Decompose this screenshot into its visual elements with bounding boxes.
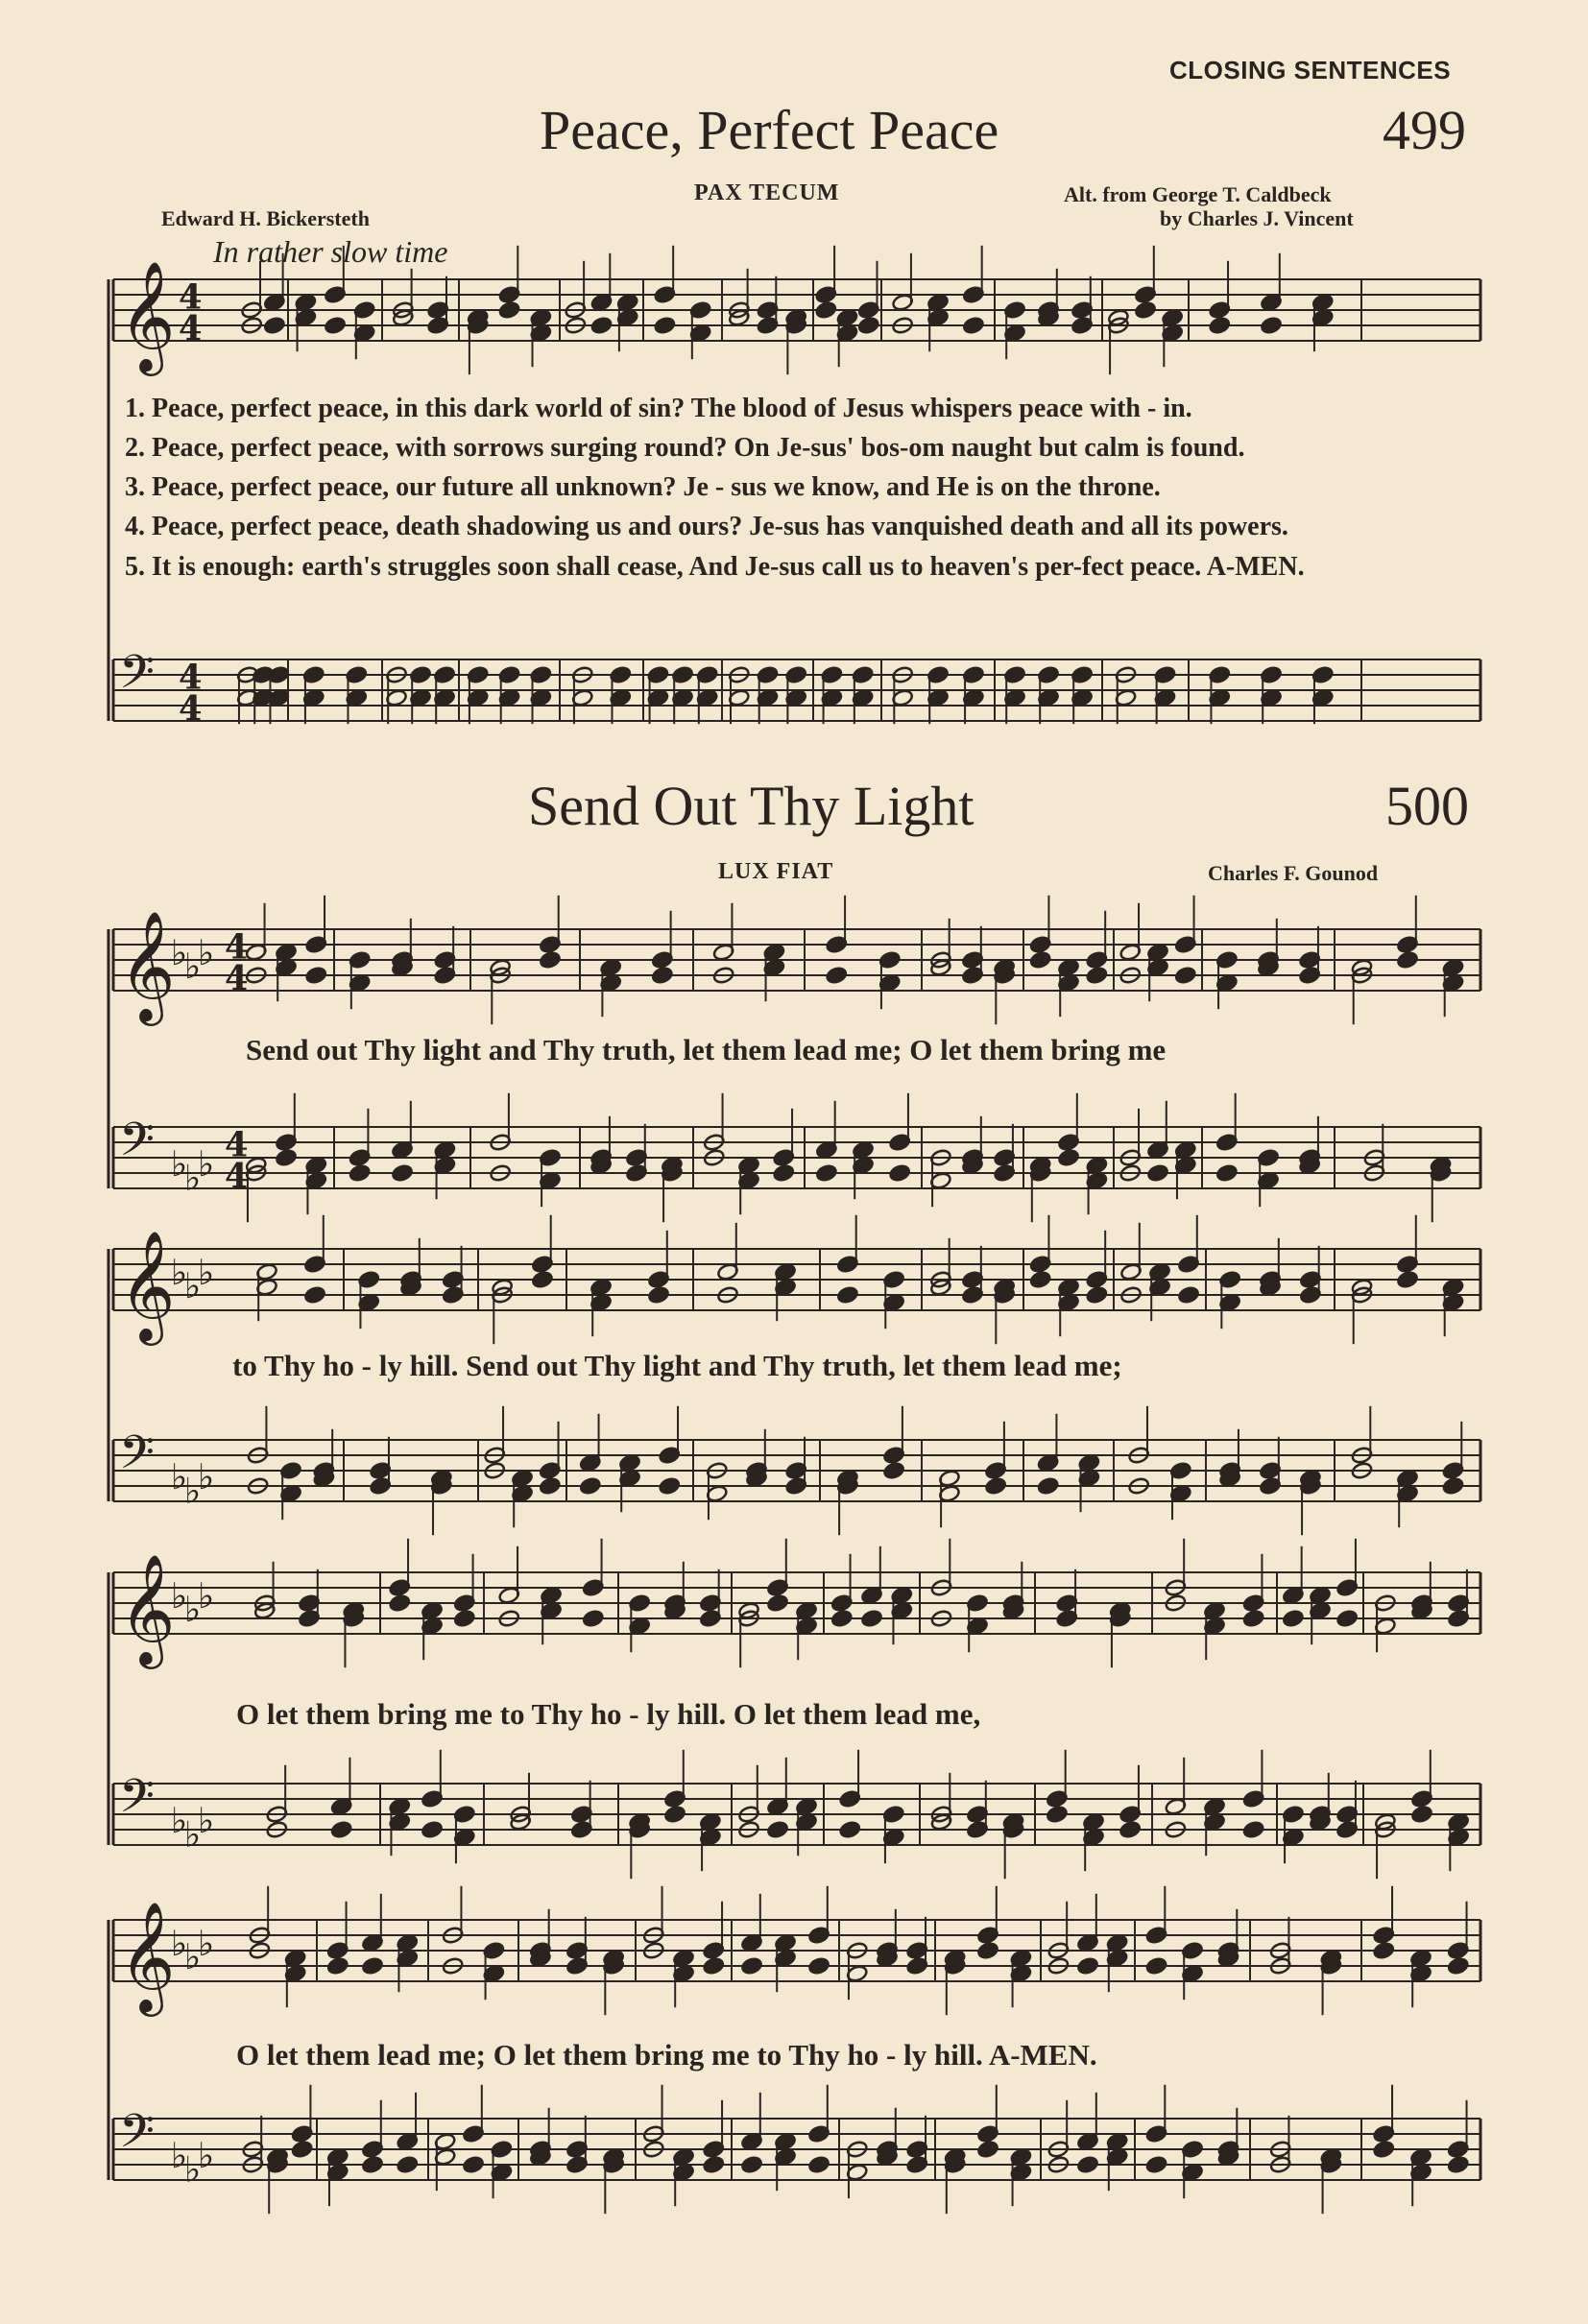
svg-text:♭: ♭	[171, 1800, 188, 1842]
svg-text:4: 4	[225, 959, 249, 999]
svg-text:𝄞: 𝄞	[119, 911, 176, 1021]
svg-text:♭: ♭	[171, 931, 188, 973]
hymn-number-500: 500	[1385, 775, 1469, 837]
staff-500-sys4-treble	[113, 1886, 1480, 2017]
svg-text:♭: ♭	[171, 1143, 188, 1186]
verse-5: 5. It is enough: earth's struggles soon shall cease, And Je-sus call us to heaven's per-fect peace. A-MEN.	[125, 552, 1305, 582]
staff-500-sys3-bass	[113, 1750, 1480, 1879]
staff-500-sys4-bass	[113, 2085, 1480, 2214]
svg-text:♭: ♭	[171, 1574, 188, 1617]
staff-500-sys3-treble	[113, 1539, 1480, 1669]
svg-text:♭: ♭	[184, 1936, 202, 1978]
svg-text:4: 4	[179, 689, 203, 730]
svg-text:𝄞: 𝄞	[119, 1902, 176, 2012]
music-credit-499-line2: by Charles J. Vincent	[1160, 206, 1354, 230]
music-credit-499-line1: Alt. from George T. Caldbeck	[1064, 182, 1332, 206]
hymn-number-499: 499	[1383, 99, 1466, 161]
svg-text:♭: ♭	[184, 1813, 202, 1856]
svg-text:𝄢: 𝄢	[119, 1113, 156, 1178]
lyric-line-1: Send out Thy light and Thy truth, let them lead me; O let them bring me	[246, 1033, 1167, 1066]
staff-500-sys1-treble	[113, 896, 1480, 1026]
svg-text:4: 4	[179, 309, 203, 349]
svg-text:𝄞: 𝄞	[119, 1554, 176, 1665]
svg-text:♭: ♭	[198, 1922, 215, 1964]
svg-text:♭: ♭	[184, 1470, 202, 1512]
svg-text:4: 4	[225, 927, 249, 968]
hymn-title-499: Peace, Perfect Peace	[540, 99, 999, 161]
tune-name-499: PAX TECUM	[694, 180, 840, 205]
svg-text:♭: ♭	[198, 1143, 215, 1186]
svg-text:♭: ♭	[171, 1456, 188, 1498]
svg-text:♭: ♭	[198, 1456, 215, 1498]
svg-text:♭: ♭	[171, 1922, 188, 1964]
lyric-line-3: O let them bring me to Thy ho - ly hill. O let them lead me,	[236, 1697, 981, 1731]
svg-text:𝄞: 𝄞	[119, 261, 176, 371]
text-author-499: Edward H. Bickersteth	[161, 206, 370, 230]
tempo-marking: In rather slow time	[213, 234, 448, 269]
svg-text:♭: ♭	[184, 2148, 202, 2191]
verse-2: 2. Peace, perfect peace, with sorrows surging round? On Je-sus' bos-om naught but calm is found.	[125, 433, 1245, 463]
hymn-title-500: Send Out Thy Light	[528, 775, 974, 837]
svg-text:4: 4	[179, 277, 203, 318]
svg-text:♭: ♭	[198, 1251, 215, 1293]
svg-text:4: 4	[179, 658, 203, 698]
svg-text:♭: ♭	[198, 2135, 215, 2177]
staff-500-sys1-bass	[113, 1093, 1480, 1222]
staff-499-treble	[113, 246, 1480, 376]
svg-text:♭: ♭	[171, 1251, 188, 1293]
svg-text:𝄢: 𝄢	[119, 2104, 156, 2169]
lyric-line-2: to Thy ho - ly hill. Send out Thy light and Thy truth, let them lead me;	[232, 1349, 1122, 1382]
svg-text:𝄢: 𝄢	[119, 645, 156, 710]
verse-3: 3. Peace, perfect peace, our future all unknown? Je - sus we know, and He is on the throne.	[125, 472, 1161, 502]
svg-text:4: 4	[225, 1125, 249, 1165]
staff-500-sys2-treble	[113, 1215, 1480, 1346]
svg-text:♭: ♭	[198, 1800, 215, 1842]
svg-text:♭: ♭	[184, 946, 202, 988]
staff-499-bass	[113, 645, 1480, 729]
verse-4: 4. Peace, perfect peace, death shadowing us and ours? Je-sus has vanquished death and all its powers.	[125, 512, 1288, 541]
verse-1: 1. Peace, perfect peace, in this dark world of sin? The blood of Jesus whispers peace with - in.	[125, 394, 1192, 423]
composer-500: Charles F. Gounod	[1208, 861, 1379, 885]
svg-text:𝄢: 𝄢	[119, 1769, 156, 1834]
svg-text:♭: ♭	[198, 1574, 215, 1617]
svg-text:4: 4	[225, 1157, 249, 1197]
section-label: CLOSING SENTENCES	[1169, 56, 1452, 84]
svg-text:♭: ♭	[184, 1265, 202, 1307]
tune-name-500: LUX FIAT	[718, 859, 834, 884]
svg-text:♭: ♭	[184, 1157, 202, 1199]
staff-500-sys2-bass	[113, 1406, 1480, 1535]
svg-text:𝄢: 𝄢	[119, 1426, 156, 1491]
svg-text:𝄞: 𝄞	[119, 1231, 176, 1341]
lyric-line-4: O let them lead me; O let them bring me to Thy ho - ly hill. A-MEN.	[236, 2038, 1097, 2072]
svg-text:♭: ♭	[198, 931, 215, 973]
svg-text:♭: ♭	[171, 2135, 188, 2177]
svg-text:♭: ♭	[184, 1589, 202, 1631]
